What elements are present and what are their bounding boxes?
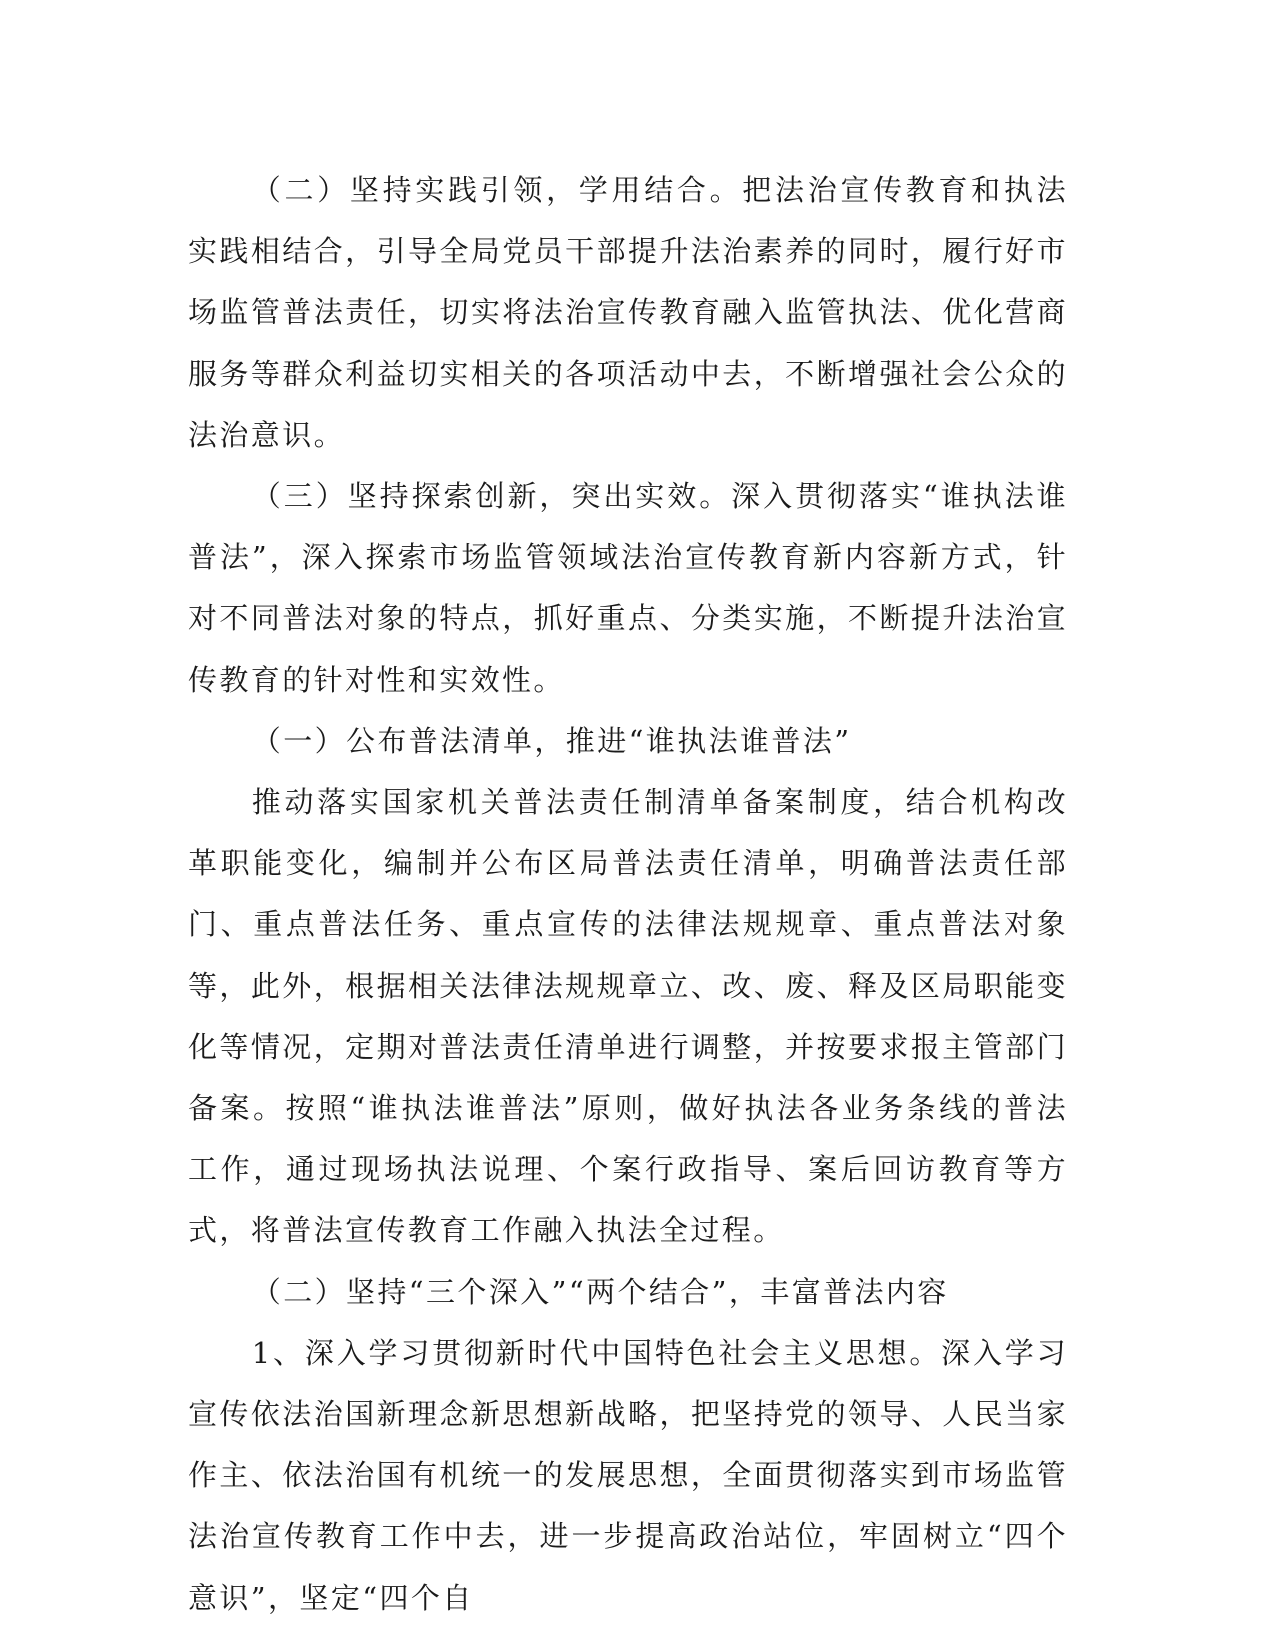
document-body: [188, 160, 1068, 1629]
paragraph-innovation: （三）坚持探索创新，突出实效。深入贯彻落实“谁执法谁普法”，深入探索市场监管领域法治宣传教育新内容新方式，针对不同普法对象的特点，抓好重点、分类实施，不断提升法治宣传教育的针对性和实效性。: [188, 479, 1068, 697]
paragraph-responsibility-list: 推动落实国家机关普法责任制清单备案制度，结合机构改革职能变化，编制并公布区局普法责任清单，明确普法责任部门、重点普法任务、重点宣传的法律法规规章、重点普法对象等，此外，根据相关法律法规规章立、改、废、释及区局职能变化等情况，定期对普法责任清单进行调整，并按要求报主管部门备案。按照“谁执法谁普法”原则，做好执法各业务条线的普法工作，通过现场执法说理、个案行政指导、案后回访教育等方式，将普法宣传教育工作融入执法全过程。: [188, 785, 1068, 1248]
heading-three-deep-two-combine: （二）坚持“三个深入”“两个结合”，丰富普法内容: [251, 1274, 949, 1309]
paragraph-practice-guidance: （二）坚持实践引领，学用结合。把法治宣传教育和执法实践相结合，引导全局党员干部提升法治素养的同时，履行好市场监管普法责任，切实将法治宣传教育融入监管执法、优化营商服务等群众利益切实相关的各项活动中去，不断增强社会公众的法治意识。: [188, 173, 1068, 452]
heading-publish-list: （一）公布普法清单，推进“谁执法谁普法”: [251, 723, 852, 758]
paragraph-study-thought: 1、深入学习贯彻新时代中国特色社会主义思想。深入学习宣传依法治国新理念新思想新战略，把坚持党的领导、人民当家作主、依法治国有机统一的发展思想，全面贯彻落实到市场监管法治宣传教育工作中去，进一步提高政治站位，牢固树立“四个意识”，坚定“四个自: [188, 1335, 1068, 1615]
